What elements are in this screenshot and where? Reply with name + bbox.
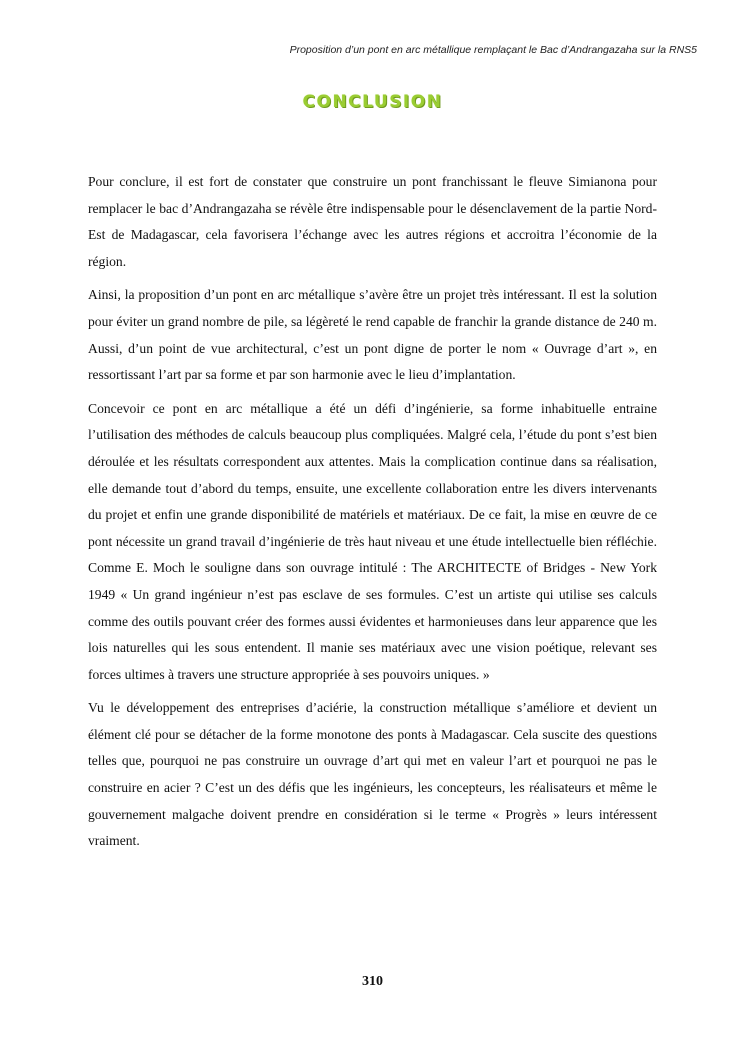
paragraph-3: Concevoir ce pont en arc métallique a été un défi d’ingénierie, sa forme inhabituelle entraine l’utilisation des méthodes de calculs beaucoup plus compliquées. Malgré cela, l’étude du pont s’est bien déroulée et les résultats correspondent aux attentes. Mais la complication continue dans sa réalisation, elle demande tout d’abord du temps, ensuite, une excellente collaboration entre les divers intervenants du projet et enfin une grande disponibilité de matériels et matériaux. De ce fait, la mise en œuvre de ce pont nécessite un grand travail d’ingénierie de très haut niveau et une étude intellectuelle bien réfléchie. Comme E. Moch le souligne dans son ouvrage intitulé : The ARCHITECTE of Bridges - New York 1949 « Un grand ingénieur n’est pas esclave de ses formules. C’est un artiste qui utilise ses calculs comme des outils pouvant créer des formes aussi évidentes et harmonieuses dans leur apparence que les lois naturelles qui les sous entendent. Il manie ses matériaux avec une vision poétique, relevant ses forces ultimes à travers une structure appropriée à ses pouvoirs uniques. » [88,400,657,682]
page-number: 310 [362,974,383,989]
paragraph-1: Pour conclure, il est fort de constater que construire un pont franchissant le fleuve Simianona pour remplacer le bac d’Andrangazaha se révèle être indispensable pour le désenclavement de la partie Nord-Est de Madagascar, cela favorisera l’échange avec les autres régions et accroitra l’économie de la région. [88,174,657,269]
running-header: Proposition d’un pont en arc métallique remplaçant le Bac d’Andrangazaha sur la RNS5 [289,44,697,56]
body-text [88,169,657,862]
paragraph-2: Ainsi, la proposition d’un pont en arc métallique s’avère être un projet très intéressant. Il est la solution pour éviter un grand nombre de pile, sa légèreté le rend capable de franchir la grande distance de 240 m. Aussi, d’un point de vue architectural, c’est un pont digne de porter le nom « Ouvrage d’art », en ressortissant l’art par sa forme et par son harmonie avec le lieu d’implantation. [88,287,657,383]
paragraph-4: Vu le développement des entreprises d’aciérie, la construction métallique s’améliore et devient un élément clé pour se détacher de la forme monotone des ponts à Madagascar. Cela suscite des questions telles que, pourquoi ne pas construire un ouvrage d’art qui met en valeur l’art et pourquoi ne pas le construire en acier ? C’est un des défis que les ingénieurs, les concepteurs, les réalisateurs et même le gouvernement malgache doivent prendre en considération si le terme « Progrès » leurs intéressent vraiment. [88,700,657,849]
section-title: CONCLUSION [302,92,443,112]
